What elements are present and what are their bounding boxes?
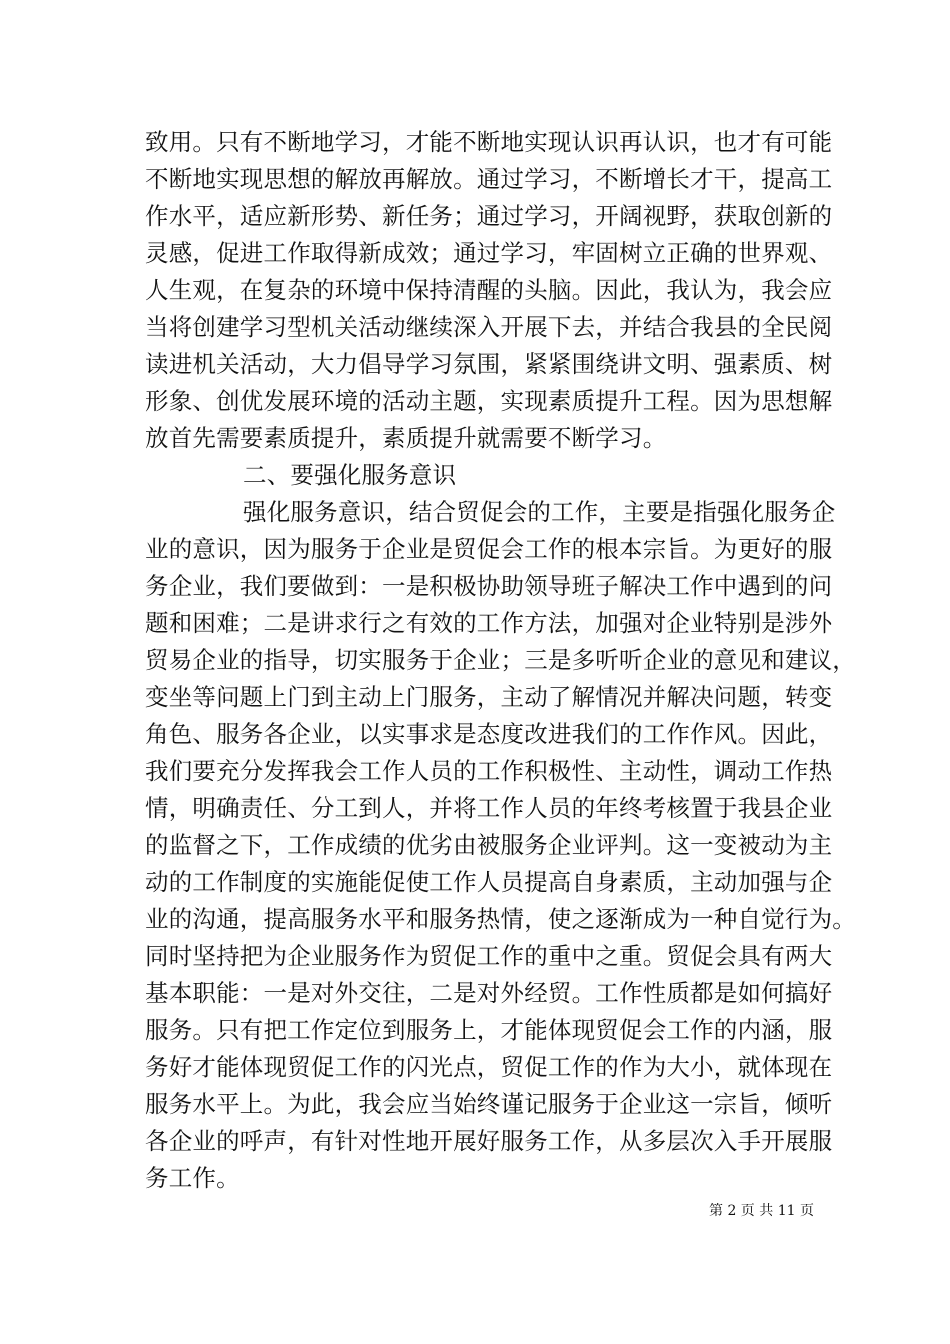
paragraph-line: 我们要充分发挥我会工作人员的工作积极性、主动性，调动工作热 bbox=[145, 757, 833, 785]
paragraph-line: 情，明确责任、分工到人，并将工作人员的年终考核置于我县企业 bbox=[145, 794, 833, 822]
paragraph-line: 不断地实现思想的解放再解放。通过学习，不断增长才干，提高工 bbox=[145, 165, 833, 193]
paragraph-line: 务好才能体现贸促工作的闪光点，贸促工作的作为大小，就体现在 bbox=[145, 1053, 833, 1081]
paragraph-line: 变坐等问题上门到主动上门服务，主动了解情况并解决问题，转变 bbox=[145, 683, 833, 711]
paragraph-line: 基本职能：一是对外交往，二是对外经贸。工作性质都是如何搞好 bbox=[145, 979, 833, 1007]
paragraph-line: 题和困难；二是讲求行之有效的工作方法，加强对企业特别是涉外 bbox=[145, 609, 833, 637]
page-number-footer: 第 2 页 共 11 页 bbox=[709, 1203, 814, 1219]
paragraph-line: 灵感，促进工作取得新成效；通过学习，牢固树立正确的世界观、 bbox=[145, 239, 833, 267]
paragraph-line: 动的工作制度的实施能促使工作人员提高自身素质，主动加强与企 bbox=[145, 868, 833, 896]
paragraph-line: 当将创建学习型机关活动继续深入开展下去，并结合我县的全民阅 bbox=[145, 313, 833, 341]
section-heading: 二、要强化服务意识 bbox=[243, 461, 457, 489]
paragraph-line: 务工作。 bbox=[145, 1164, 240, 1192]
paragraph-line: 同时坚持把为企业服务作为贸促工作的重中之重。贸促会具有两大 bbox=[145, 942, 833, 970]
paragraph-line: 放首先需要素质提升，素质提升就需要不断学习。 bbox=[145, 424, 667, 452]
paragraph-line: 务企业，我们要做到：一是积极协助领导班子解决工作中遇到的问 bbox=[145, 572, 833, 600]
paragraph-line: 致用。只有不断地学习，才能不断地实现认识再认识，也才有可能 bbox=[145, 128, 833, 156]
paragraph-line: 贸易企业的指导，切实服务于企业；三是多听听企业的意见和建议， bbox=[145, 646, 856, 674]
paragraph-line: 形象、创优发展环境的活动主题，实现素质提升工程。因为思想解 bbox=[145, 387, 833, 415]
paragraph-line: 各企业的呼声，有针对性地开展好服务工作，从多层次入手开展服 bbox=[145, 1127, 833, 1155]
paragraph-line: 服务水平上。为此，我会应当始终谨记服务于企业这一宗旨，倾听 bbox=[145, 1090, 833, 1118]
paragraph-line: 作水平，适应新形势、新任务；通过学习，开阔视野，获取创新的 bbox=[145, 202, 833, 230]
paragraph-line: 业的意识，因为服务于企业是贸促会工作的根本宗旨。为更好的服 bbox=[145, 535, 833, 563]
paragraph-line: 服务。只有把工作定位到服务上，才能体现贸促会工作的内涵，服 bbox=[145, 1016, 833, 1044]
paragraph-line: 业的沟通，提高服务水平和服务热情，使之逐渐成为一种自觉行为。 bbox=[145, 905, 856, 933]
paragraph-line: 人生观，在复杂的环境中保持清醒的头脑。因此，我认为，我会应 bbox=[145, 276, 833, 304]
paragraph-line: 的监督之下，工作成绩的优劣由被服务企业评判。这一变被动为主 bbox=[145, 831, 833, 859]
paragraph-line: 读进机关活动，大力倡导学习氛围，紧紧围绕讲文明、强素质、树 bbox=[145, 350, 833, 378]
paragraph-line: 角色、服务各企业，以实事求是态度改进我们的工作作风。因此， bbox=[145, 720, 833, 748]
paragraph-line: 强化服务意识，结合贸促会的工作，主要是指强化服务企 bbox=[243, 498, 836, 526]
